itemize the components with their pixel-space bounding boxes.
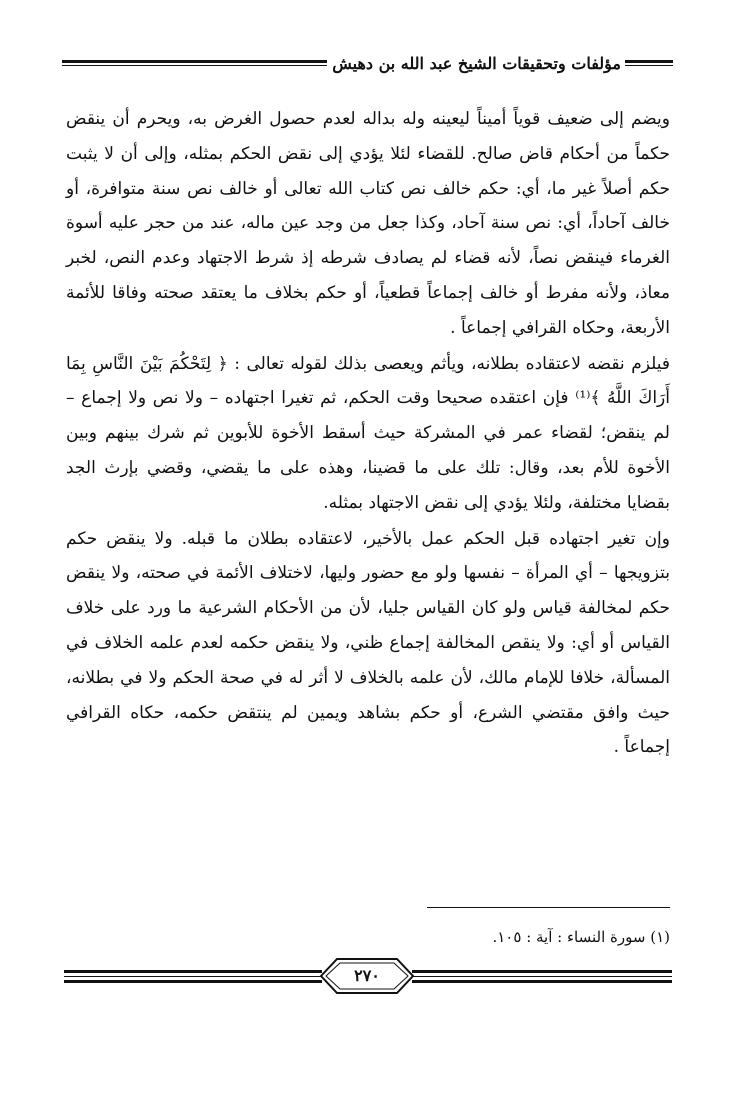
page-number-badge	[319, 956, 415, 996]
page-header	[62, 52, 673, 76]
page-number: ٢٧٠	[354, 966, 380, 985]
footnote: (١) سورة النساء : آية : ١٠٥.	[492, 928, 670, 946]
paragraph-1: ويضم إلى ضعيف قوياً أميناً ليعينه وله بداله لعدم حصول الغرض به، ويحرم أن ينقض حكماً من أحكام قاض صالح. للقضاء لئلا يؤدي إلى نقض الحكم بمثله، وإلى أن لا يثبت حكم أصلاً غير ما، أي: حكم خالف نص كتاب الله تعالى أو خالف نص سنة متوافرة، أو خالف آحاداً، أي: نص سنة آحاد، وكذا جعل من وجد عين ماله، عند من حجر عليه أسوة الغرماء فينقض نصاً، لأنه قضاء لم يصادف شرطه إذ شرط الاجتهاد وعدم النص، لخبر معاذ، ولأنه مفرط أو خالف إجماعاً قطعياً، أو حكم بخلاف ما يعتقد صحته وفاقا للأئمة الأربعة، وحكاه القرافي إجماعاً .	[66, 109, 670, 338]
footnote-separator	[427, 907, 670, 908]
header-rule-right	[625, 60, 673, 66]
footer-rule-right	[412, 970, 672, 983]
main-text	[66, 102, 670, 765]
running-title: مؤلفات وتحقيقات الشيخ عبد الله بن دهيش	[332, 54, 621, 73]
paragraph-2: فيلزم نقضه لاعتقاده بطلانه، ويأثم ويعصى بذلك لقوله تعالى : ﴿ لِتَحْكُمَ بَيْنَ النَّاسِ بِمَا أَرَاكَ اللَّهُ ﴾⁽¹⁾ فإن اعتقده صحيحا وقت الحكم، ثم تغيرا اجتهاده – ولا نص ولا إجماع – لم ينقض؛ لقضاء عمر في المشركة حيث أسقط الأخوة للأبوين ثم شرك بينهم وبين الأخوة للأم بعد، وقال: تلك على ما قضينا، وهذه على ما يقضي، وقضي بإرث الجد بقضايا مختلفة، ولئلا يؤدي إلى نقض الاجتهاد بمثله.	[66, 353, 670, 513]
header-rule-left	[62, 60, 327, 66]
footer-rule-left	[64, 970, 322, 983]
paragraph-3: وإن تغير اجتهاده قبل الحكم عمل بالأخير، لاعتقاده بطلان ما قبله. ولا ينقض حكم بتزويجها – أي المرأة – نفسها ولو مع حضور وليها، لاختلاف الأئمة في صحته، ولا ينقض حكم لمخالفة قياس ولو كان القياس جليا، لأن من الأحكام الشرعية ما ورد على خلاف القياس أو أي: ولا ينقص المخالفة إجماع ظني، ولا ينقض حكمه لعدم علمه الخلاف في المسألة، خلافا للإمام مالك، لأن علمه بالخلاف لا أثر له في صحة الحكم ولا في بطلانه، حيث وافق مقتضي الشرع، أو حكم بشاهد ويمين لم ينتقض حكمه، حكاه القرافي إجماعاً .	[66, 528, 670, 758]
